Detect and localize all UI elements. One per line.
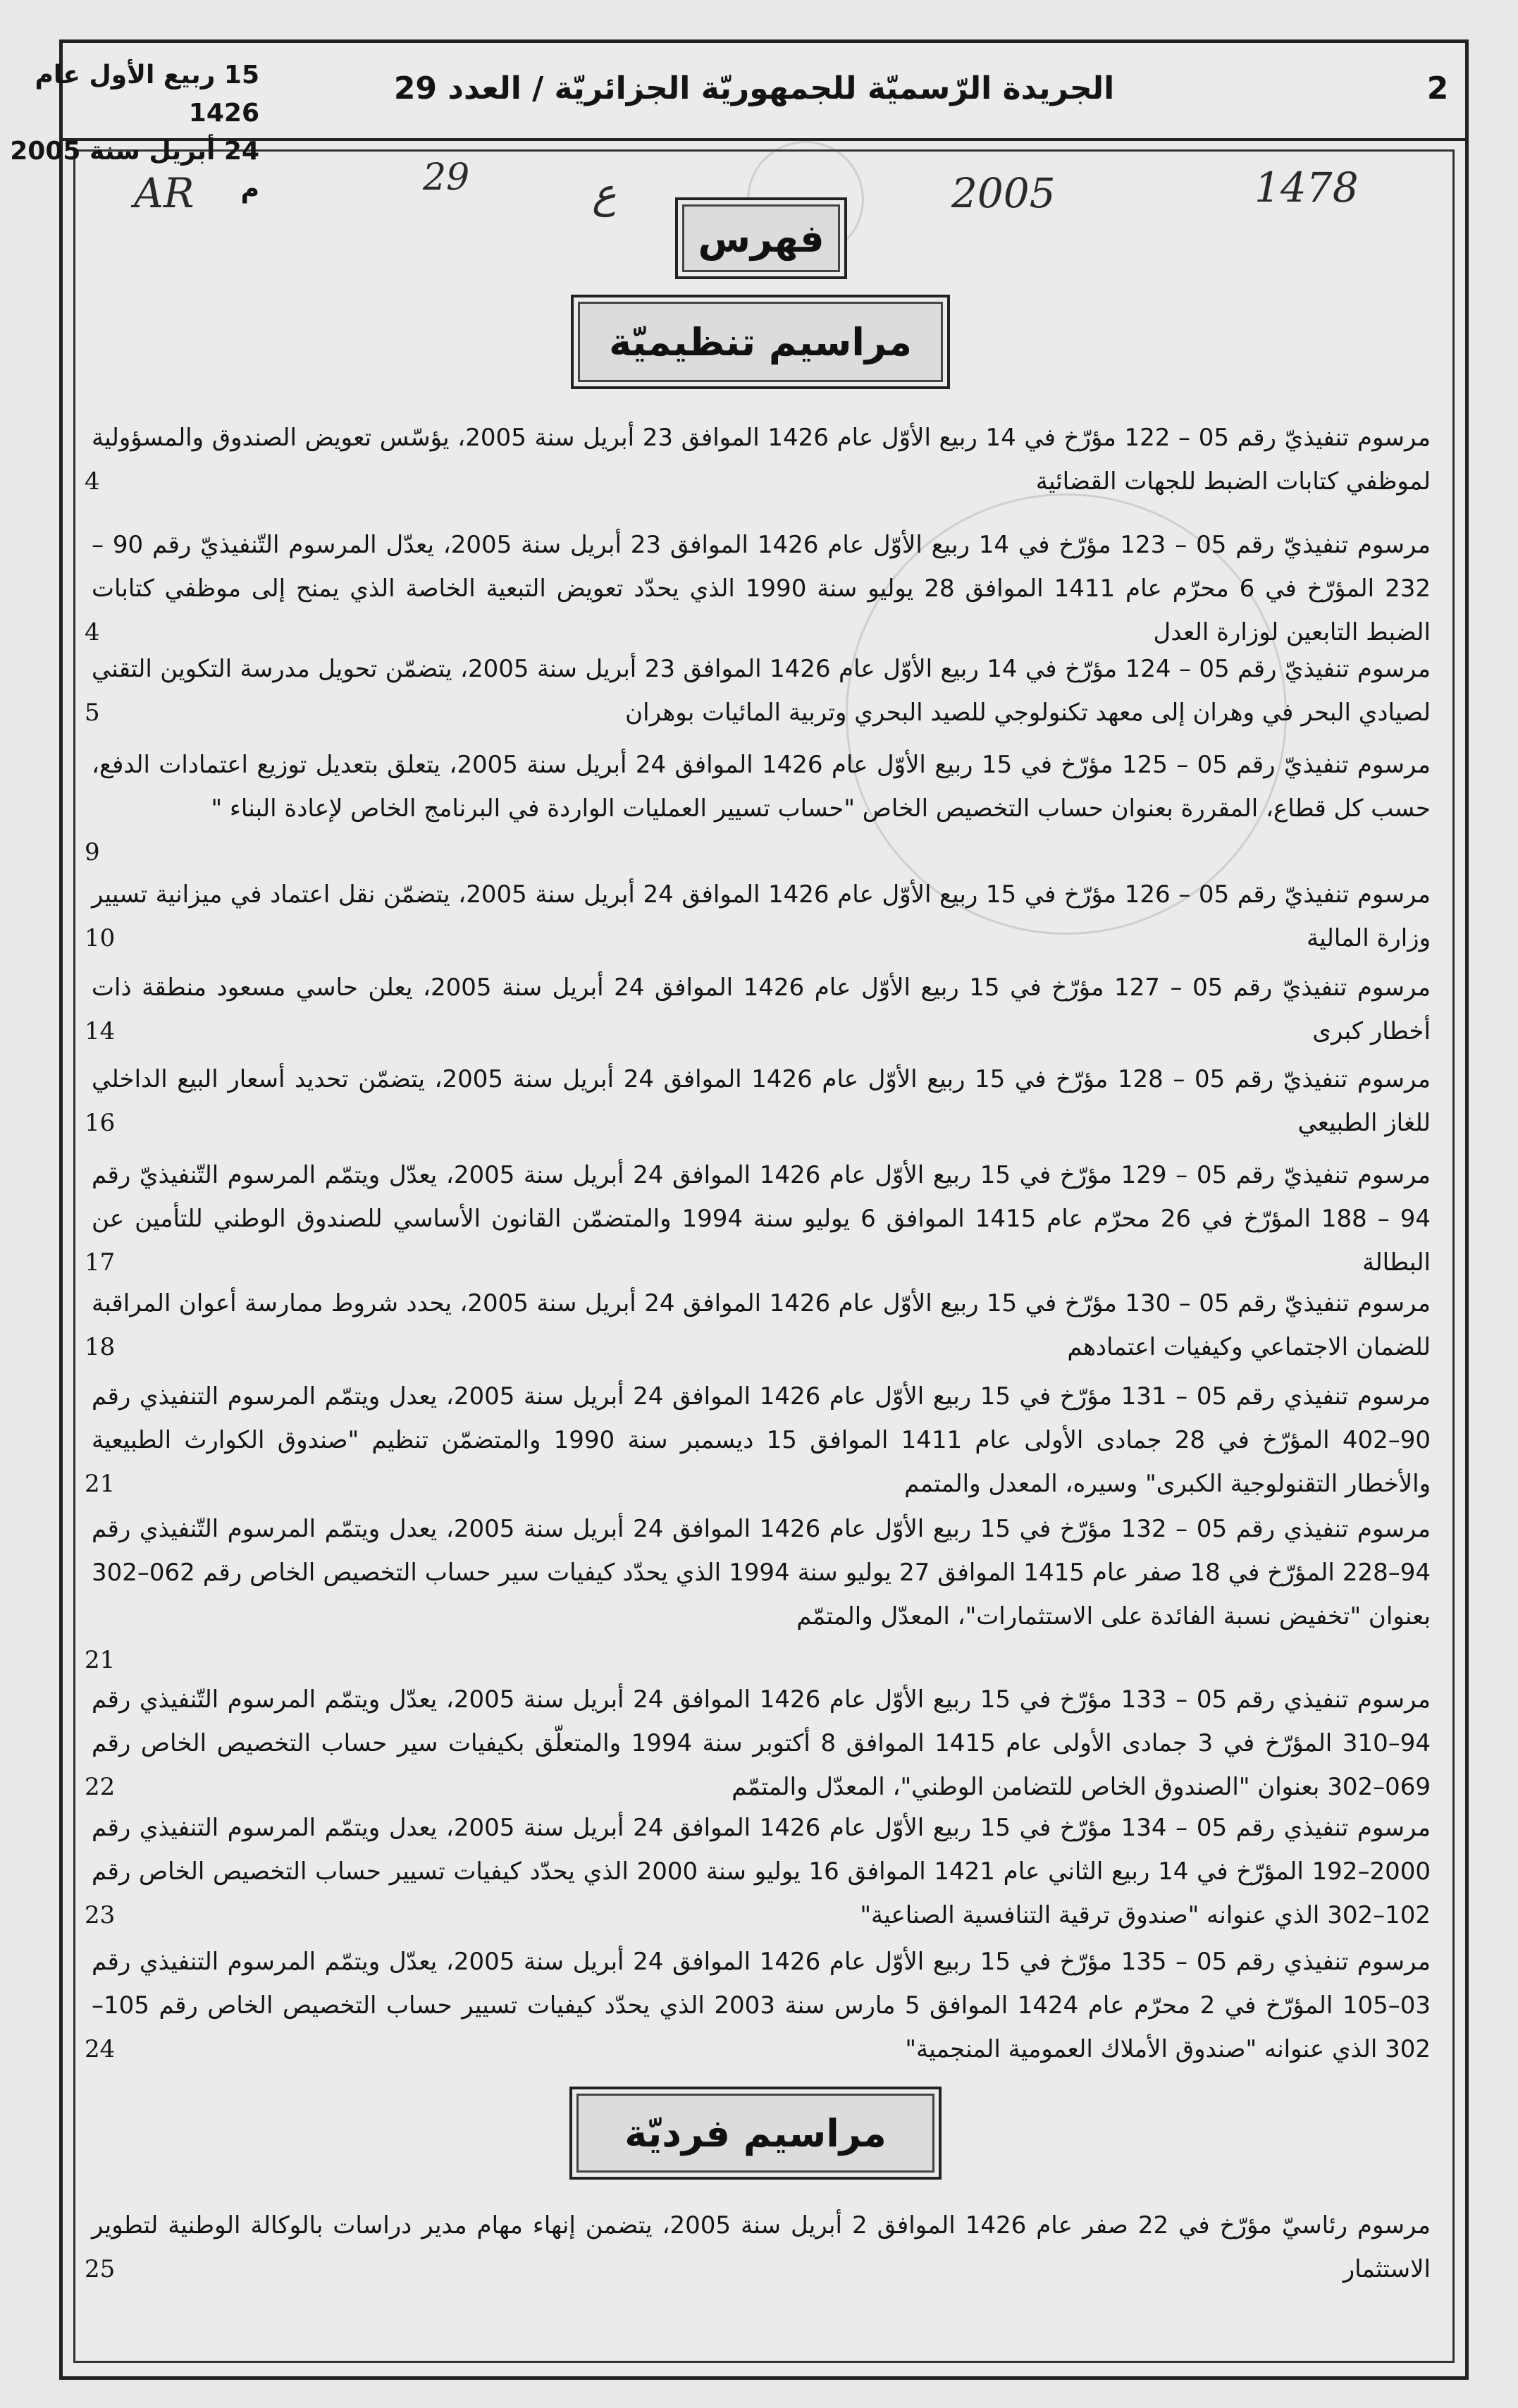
toc-title-text: فهرس	[698, 216, 825, 261]
toc-entry[interactable]	[85, 743, 1431, 884]
entry-page: 9	[85, 838, 100, 866]
entry-text: مرسوم تنفيذي رقم 05 – 132 مؤرّخ في 15 ربيع الأوّل عام 1426 الموافق 24 أبريل سنة 2005، يعدل ويتمّم المرسوم التّنفيذي رقم 94–228 المؤرّخ في 18 صفر عام 1415 الموافق 27 يوليو سنة 1994 الذي يحدّد كيفيات سير حساب التخصيص الخاص رقم 062–302 بعنوان "تخفيض نسبة الفائدة على الاستثمارات"، المعدّل والمتمّم	[92, 1515, 1431, 1630]
handwritten-ar: AR	[134, 169, 195, 217]
toc-entry[interactable]	[85, 523, 1431, 664]
entry-page: 23	[85, 1901, 116, 1929]
entry-text: مرسوم تنفيذيّ رقم 05 – 130 مؤرّخ في 15 ربيع الأوّل عام 1426 الموافق 24 أبريل سنة 2005، يحدد شروط ممارسة أعوان المراقبة للضمان الاجتماعي وكيفيات اعتمادهم	[92, 1289, 1431, 1361]
entry-text: مرسوم تنفيذي رقم 05 – 131 مؤرّخ في 15 ربيع الأوّل عام 1426 الموافق 24 أبريل سنة 2005، يعدل ويتمّم المرسوم التنفيذي رقم 90–402 المؤرّخ في 28 جمادى الأولى عام 1411 الموافق 15 ديسمبر سنة 1990 والمتضمّن تنظيم "صندوق الكوارث الطبيعية والأخطار التقنولوجية الكبرى" وسيره، المعدل والمتمم	[92, 1382, 1431, 1498]
entry-page: 16	[85, 1109, 116, 1137]
toc-entry[interactable]	[85, 1678, 1431, 1819]
section-heading-text: مراسيم فرديّة	[624, 2111, 887, 2156]
entry-text: مرسوم تنفيذيّ رقم 05 – 124 مؤرّخ في 14 ربيع الأوّل عام 1426 الموافق 23 أبريل سنة 2005، يتضمّن تحويل مدرسة التكوين التقني لصيادي البحر في وهران إلى معهد تكنولوجي للصيد البحري وتربية المائيات بوهران	[92, 655, 1431, 727]
entry-page: 18	[85, 1333, 116, 1361]
toc-entry[interactable]	[85, 1806, 1431, 1947]
entry-page: 4	[85, 618, 100, 646]
entry-page: 4	[85, 467, 100, 496]
entry-page: 10	[85, 924, 116, 952]
handwritten-year: 2005	[951, 169, 1056, 217]
handwritten-letter: ع	[592, 169, 617, 217]
toc-entry[interactable]	[85, 416, 1431, 508]
toc-entry[interactable]	[85, 1375, 1431, 1516]
handwritten-code: 1478	[1254, 164, 1359, 211]
page-number: 2	[1426, 70, 1449, 106]
header-title: الجريدة الرّسميّة للجمهوريّة الجزائريّة / العدد 29	[393, 70, 1115, 106]
entry-text: مرسوم تنفيذي رقم 05 – 133 مؤرّخ في 15 ربيع الأوّل عام 1426 الموافق 24 أبريل سنة 2005، يعدّل ويتمّم المرسوم التّنفيذي رقم 94–310 المؤرّخ في 3 جمادى الأولى عام 1415 الموافق 8 أكتوبر سنة 1994 والمتعلّق بكيفيات سير حساب التخصيص الخاص رقم 069–302 بعنوان "الصندوق الخاص للتضامن الوطني"، المعدّل والمتمّم	[92, 1685, 1431, 1801]
section-heading-text: مراسيم تنظيميّة	[609, 319, 912, 364]
toc-entry[interactable]	[85, 966, 1431, 1057]
entry-text: مرسوم تنفيذي رقم 05 – 135 مؤرّخ في 15 ربيع الأوّل عام 1426 الموافق 24 أبريل سنة 2005، يعدّل ويتمّم المرسوم التنفيذي رقم 03–105 المؤرّخ في 2 محرّم عام 1424 الموافق 5 مارس سنة 2003 الذي يحدّد كيفيات تسيير حساب التخصيص الخاص رقم 105–302 الذي عنوانه "صندوق الأملاك العمومية المنجمية"	[92, 1948, 1431, 2063]
header-date	[6, 56, 259, 209]
entry-text: مرسوم تنفيذيّ رقم 05 – 127 مؤرّخ في 15 ربيع الأوّل عام 1426 الموافق 24 أبريل سنة 2005، يعلن حاسي مسعود منطقة ذات أخطار كبرى	[92, 973, 1431, 1045]
entry-text: مرسوم رئاسيّ مؤرّخ في 22 صفر عام 1426 الموافق 2 أبريل سنة 2005، يتضمن إنهاء مهام مدير دراسات بالوكالة الوطنية لتطوير الاستثمار	[92, 2211, 1431, 2283]
entry-text: مرسوم تنفيذيّ رقم 05 – 122 مؤرّخ في 14 ربيع الأوّل عام 1426 الموافق 23 أبريل سنة 2005، يؤسّس تعويض الصندوق والمسؤولية لموظفي كتابات الضبط للجهات القضائية	[92, 424, 1431, 496]
entry-text: مرسوم تنفيذيّ رقم 05 – 123 مؤرّخ في 14 ربيع الأوّل عام 1426 الموافق 23 أبريل سنة 2005، يعدّل المرسوم التّنفيذيّ رقم 90 – 232 المؤرّخ في 6 محرّم عام 1411 الموافق 28 يوليو سنة 1990 الذي يحدّد تعويض التبعية الخاصة الذي يمنح إلى موظفي كتابات الضبط التابعين لوزارة العدل	[92, 531, 1431, 646]
section-heading-regulatory	[571, 295, 950, 389]
entry-page: 21	[85, 1646, 116, 1674]
toc-entry[interactable]	[85, 1153, 1431, 1294]
toc-entry[interactable]	[85, 1507, 1431, 1690]
section-heading-individual	[569, 2087, 942, 2180]
entry-page: 17	[85, 1248, 116, 1277]
entry-text: مرسوم تنفيذيّ رقم 05 – 125 مؤرّخ في 15 ربيع الأوّل عام 1426 الموافق 24 أبريل سنة 2005، يتعلق بتعديل توزيع اعتمادات الدفع، حسب كل قطاع، المقررة بعنوان حساب التخصيص الخاص "حساب تسيير العمليات الواردة في البرنامج الخاص لإعادة البناء "	[92, 751, 1431, 823]
toc-entry[interactable]	[85, 2204, 1431, 2295]
toc-entry[interactable]	[85, 873, 1431, 964]
header-rule	[59, 138, 1469, 141]
toc-title	[675, 197, 847, 279]
entry-page: 25	[85, 2255, 116, 2283]
entry-page: 14	[85, 1017, 116, 1045]
entry-page: 5	[85, 699, 100, 727]
header-date-gregorian: 24 أبريل سنة 2005 م	[10, 137, 259, 204]
toc-entry[interactable]	[85, 1057, 1431, 1149]
toc-entry[interactable]	[85, 647, 1431, 739]
entry-text: مرسوم تنفيذيّ رقم 05 – 128 مؤرّخ في 15 ربيع الأوّل عام 1426 الموافق 24 أبريل سنة 2005، يتضمّن تحديد أسعار البيع الداخلي للغاز الطبيعي	[92, 1065, 1431, 1137]
entry-page: 22	[85, 1773, 116, 1801]
handwritten-number: 29	[423, 156, 470, 199]
entry-text: مرسوم تنفيذيّ رقم 05 – 126 مؤرّخ في 15 ربيع الأوّل عام 1426 الموافق 24 أبريل سنة 2005، يتضمّن نقل اعتماد في ميزانية تسيير وزارة المالية	[92, 880, 1431, 952]
entry-text: مرسوم تنفيذيّ رقم 05 – 129 مؤرّخ في 15 ربيع الأوّل عام 1426 الموافق 24 أبريل سنة 2005، يعدّل ويتمّم المرسوم التّنفيذيّ رقم 94 – 188 المؤرّخ في 26 محرّم عام 1415 الموافق 6 يوليو سنة 1994 والمتضمّن القانون الأساسي للصندوق الوطني للتأمين عن البطالة	[92, 1161, 1431, 1277]
entry-page: 21	[85, 1470, 116, 1498]
entry-page: 24	[85, 2035, 116, 2063]
entry-text: مرسوم تنفيذي رقم 05 – 134 مؤرّخ في 15 ربيع الأوّل عام 1426 الموافق 24 أبريل سنة 2005، يعدل ويتمّم المرسوم التنفيذي رقم 2000–192 المؤرّخ في 14 ربيع الثاني عام 1421 الموافق 16 يوليو سنة 2000 الذي يحدّد كيفيات تسيير حساب التخصيص الخاص رقم 102–302 الذي عنوانه "صندوق ترقية التنافسية الصناعية"	[92, 1814, 1431, 1929]
header-date-hijri: 15 ربيع الأول عام 1426	[35, 61, 259, 128]
toc-entry[interactable]	[85, 1282, 1431, 1373]
toc-entry[interactable]	[85, 1940, 1431, 2081]
